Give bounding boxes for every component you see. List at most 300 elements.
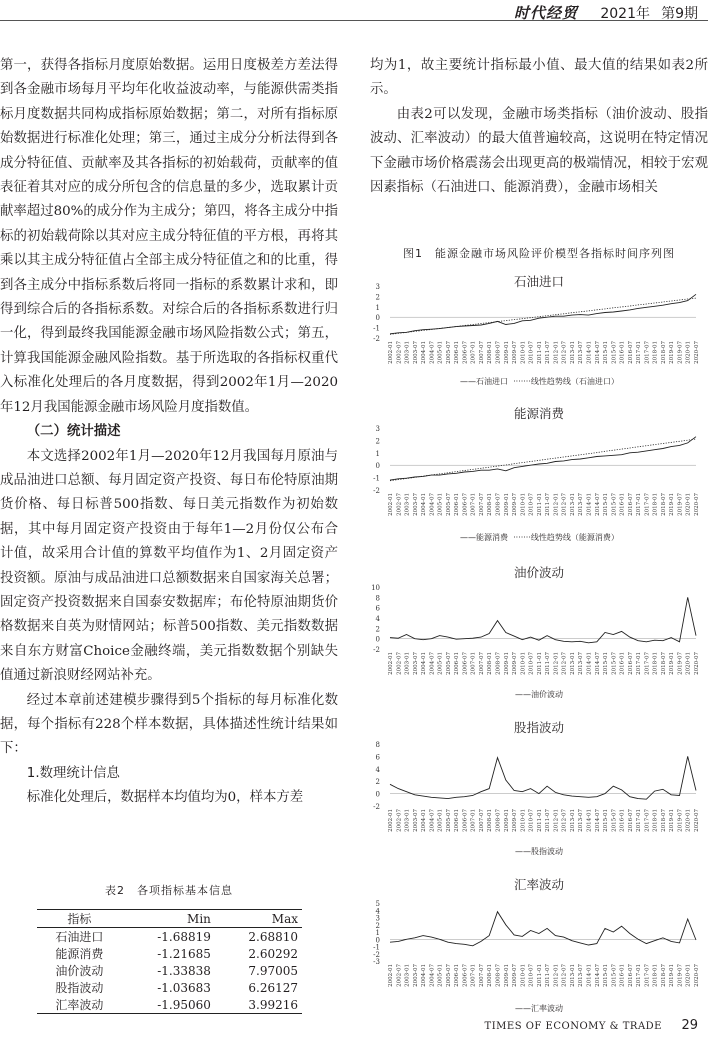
x-tick-label: 2009-01 [503, 964, 510, 987]
body-paragraph: 本文选择2002年1月—2020年12月我国每月原油与成品油进口总额、每月固定资产投资、每日布伦特原油期货价格、每日标普500指数、每日美元指数作为初始数据，其中每月固定资产投资由于每年1—2月份仅公布合计值，故采用合计值的算数平均值作为1、2月固定资产投资额。原油与成品油进口总额数据来自国家海关总署；固定资产投资数据来自国泰安数据库；布伦特原油期货价格数据来自英为财情网站；标普500指数、美元指数数据来自东方财富Choice金融终端，美元指数数据个别缺失值通过新浪财经网站补充。 [0, 448, 338, 684]
x-tick-label: 2012-01 [553, 809, 560, 832]
x-tick-label: 2002-01 [388, 493, 394, 516]
table-cell: 2.68810 [248, 929, 298, 944]
x-tick-label: 2010-07 [528, 341, 535, 364]
x-tick-label: 2005-01 [437, 964, 444, 987]
x-tick-label: 2019-01 [669, 964, 676, 987]
chart-oil-import [370, 272, 708, 390]
legend-label: 线性趋势线（能源消费） [530, 533, 619, 542]
x-tick-label: 2003-01 [404, 809, 411, 832]
stats-table [37, 909, 302, 1014]
chart-legend [460, 376, 619, 387]
x-tick-label: 2015-01 [603, 341, 610, 364]
x-tick-label: 2010-01 [520, 652, 527, 675]
legend-label: 石油进口 [476, 377, 508, 386]
chart-title: 汇率波动 [513, 877, 564, 892]
y-tick-label: -1 [373, 943, 380, 952]
x-tick-label: 2007-01 [470, 341, 477, 364]
x-tick-label: 2014-07 [594, 809, 601, 832]
x-tick-label: 2011-07 [545, 493, 552, 516]
x-tick-label: 2003-01 [404, 341, 411, 364]
legend-solid-swatch: —— [515, 1004, 531, 1013]
x-tick-label: 2006-07 [462, 341, 469, 364]
x-tick-label: 2016-01 [619, 809, 626, 832]
x-tick-label: 2014-07 [594, 652, 601, 675]
body-paragraph: 由表2可以发现，金融市场类指标（油价波动、股指波动、汇率波动）的最大值普遍较高，这说明在特定情况下金融市场价格震荡会出现更高的极端情况，相较于宏观因素指标（石油进口、能源消费），金融市场相关 [370, 106, 708, 196]
x-tick-label: 2007-07 [478, 964, 485, 987]
x-tick-label: 2004-01 [421, 964, 428, 987]
x-tick-label: 2005-07 [445, 809, 452, 832]
table-cell: 7.97005 [248, 963, 298, 978]
x-tick-label: 2013-01 [569, 341, 576, 364]
y-tick-label: 6 [375, 753, 380, 762]
x-tick-label: 2004-07 [429, 341, 436, 364]
y-tick-label: 8 [375, 594, 380, 603]
chart-svg [370, 272, 708, 390]
legend-solid-swatch: —— [515, 847, 531, 856]
y-tick-label: 4 [375, 907, 380, 916]
footer-brand: TIMES OF ECONOMY & TRADE [484, 1021, 662, 1032]
x-tick-label: 2015-07 [611, 964, 618, 987]
x-tick-label: 2020-07 [694, 341, 700, 364]
x-tick-label: 2009-07 [512, 493, 519, 516]
x-tick-label: 2002-07 [396, 493, 403, 516]
y-tick-label: -3 [373, 958, 380, 966]
x-tick-label: 2007-07 [478, 652, 485, 675]
x-tick-label: 2006-07 [462, 809, 469, 832]
y-tick-label: 0 [375, 314, 380, 323]
table-row [37, 979, 302, 996]
x-tick-label: 2013-01 [569, 964, 576, 987]
x-tick-label: 2020-01 [685, 652, 692, 675]
x-tick-label: 2006-01 [454, 493, 461, 516]
x-tick-label: 2014-01 [586, 341, 593, 364]
x-tick-label: 2004-01 [421, 493, 428, 516]
chart-legend [515, 1003, 563, 1014]
x-tick-label: 2012-01 [553, 493, 560, 516]
x-tick-label: 2006-01 [454, 809, 461, 832]
table-cell: 汇率波动 [37, 996, 122, 1014]
y-tick-label: 0 [375, 462, 380, 471]
x-tick-label: 2020-01 [685, 964, 692, 987]
x-tick-label: 2017-01 [636, 493, 643, 516]
x-tick-label: 2020-07 [694, 493, 700, 516]
x-tick-label: 2009-07 [512, 809, 519, 832]
x-tick-label: 2002-01 [388, 652, 394, 675]
x-tick-label: 2008-01 [487, 341, 494, 364]
x-tick-label: 2007-01 [470, 652, 477, 675]
x-tick-label: 2005-07 [445, 341, 452, 364]
x-tick-label: 2020-07 [694, 964, 700, 987]
x-tick-label: 2015-07 [611, 493, 618, 516]
x-tick-label: 2014-01 [586, 809, 593, 832]
x-tick-label: 2015-07 [611, 341, 618, 364]
x-tick-label: 2017-01 [636, 964, 643, 987]
x-tick-label: 2006-07 [462, 493, 469, 516]
legend-solid-swatch: —— [515, 690, 531, 699]
x-tick-label: 2008-07 [495, 964, 502, 987]
y-tick-label: 1 [375, 303, 380, 312]
x-tick-label: 2005-01 [437, 493, 444, 516]
x-tick-label: 2017-07 [644, 809, 651, 832]
legend-label: 汇率波动 [531, 1004, 563, 1013]
legend-label: 油价波动 [531, 690, 563, 699]
table-row [37, 996, 302, 1014]
x-tick-label: 2013-01 [569, 809, 576, 832]
table-row [37, 962, 302, 979]
x-tick-label: 2004-07 [429, 964, 436, 987]
x-tick-label: 2012-01 [553, 341, 560, 364]
x-tick-label: 2011-01 [536, 652, 543, 675]
table-cell: -1.33838 [157, 963, 211, 978]
x-tick-label: 2003-01 [404, 493, 411, 516]
chart-title: 股指波动 [513, 720, 564, 735]
x-tick-label: 2013-01 [569, 652, 576, 675]
x-tick-label: 2010-01 [520, 809, 527, 832]
x-tick-label: 2003-01 [404, 964, 411, 987]
table-row [37, 945, 302, 962]
right-column [370, 54, 708, 200]
x-tick-label: 2019-01 [669, 493, 676, 516]
x-tick-label: 2013-07 [578, 341, 585, 364]
x-tick-label: 2002-01 [388, 809, 394, 832]
body-paragraph: 经过本章前述建模步骤得到5个指标的每月标准化数据，每个指标有228个样本数据，具体描述性统计结果如下： [0, 692, 338, 757]
x-tick-label: 2005-01 [437, 809, 444, 832]
x-tick-label: 2009-01 [503, 809, 510, 832]
chart-svg [370, 404, 708, 540]
x-tick-label: 2006-01 [454, 652, 461, 675]
x-tick-label: 2008-07 [495, 652, 502, 675]
table-header: Min [122, 910, 215, 928]
x-tick-label: 2018-01 [652, 652, 659, 675]
y-tick-label: 0 [375, 635, 380, 644]
series-line [390, 912, 696, 946]
y-tick-label: 3 [375, 425, 380, 433]
x-tick-label: 2010-01 [520, 493, 527, 516]
x-tick-label: 2012-01 [553, 964, 560, 987]
legend-label: 股指波动 [531, 847, 563, 856]
y-tick-label: 2 [375, 778, 380, 787]
x-tick-label: 2007-07 [478, 493, 485, 516]
x-tick-label: 2016-01 [619, 964, 626, 987]
chart-title: 石油进口 [513, 274, 564, 289]
x-tick-label: 2006-07 [462, 964, 469, 987]
x-tick-label: 2015-01 [603, 964, 610, 987]
y-tick-label: -1 [373, 324, 380, 333]
x-tick-label: 2017-07 [644, 652, 651, 675]
x-tick-label: 2006-07 [462, 652, 469, 675]
legend-solid-swatch: —— [460, 377, 476, 386]
table-cell: -1.68819 [157, 929, 211, 944]
x-tick-label: 2013-07 [578, 964, 585, 987]
x-tick-label: 2012-07 [561, 652, 568, 675]
x-tick-label: 2007-01 [470, 493, 477, 516]
x-tick-label: 2013-07 [578, 493, 585, 516]
x-tick-label: 2010-07 [528, 493, 535, 516]
x-tick-label: 2013-01 [569, 493, 576, 516]
series-line [390, 756, 696, 799]
chart-svg [370, 718, 708, 858]
x-tick-label: 2019-01 [669, 652, 676, 675]
x-tick-label: 2003-07 [412, 341, 419, 364]
x-tick-label: 2015-01 [603, 809, 610, 832]
table-cell: 6.26127 [248, 980, 298, 995]
x-tick-label: 2020-01 [685, 493, 692, 516]
x-tick-label: 2004-01 [421, 341, 428, 364]
x-tick-label: 2008-07 [495, 809, 502, 832]
chart-svg [370, 563, 708, 701]
chart-energy-consumption [370, 404, 708, 540]
x-tick-label: 2013-07 [578, 652, 585, 675]
x-tick-label: 2014-07 [594, 341, 601, 364]
legend-dotted-swatch: ······· [513, 377, 531, 386]
x-tick-label: 2002-07 [396, 964, 403, 987]
x-tick-label: 2017-01 [636, 341, 643, 364]
x-tick-label: 2014-01 [586, 652, 593, 675]
y-tick-label: 1 [375, 929, 380, 937]
x-tick-label: 2002-01 [388, 964, 394, 987]
y-tick-label: 1 [375, 449, 380, 458]
series-line [390, 597, 696, 643]
x-tick-label: 2011-01 [536, 809, 543, 832]
x-tick-label: 2010-07 [528, 809, 535, 832]
y-tick-label: 5 [375, 900, 380, 908]
y-tick-label: -1 [373, 474, 380, 483]
x-tick-label: 2010-01 [520, 964, 527, 987]
x-tick-label: 2015-01 [603, 493, 610, 516]
x-tick-label: 2011-01 [536, 493, 543, 516]
series-line [390, 294, 696, 334]
table-cell: 油价波动 [55, 964, 104, 978]
x-tick-label: 2016-07 [627, 652, 634, 675]
chart-title: 油价波动 [513, 565, 564, 580]
x-tick-label: 2018-07 [660, 341, 667, 364]
y-tick-label: 0 [375, 936, 380, 945]
x-tick-label: 2007-01 [470, 809, 477, 832]
y-tick-label: 3 [375, 283, 380, 291]
x-tick-label: 2020-01 [685, 341, 692, 364]
x-tick-label: 2011-07 [545, 341, 552, 364]
x-tick-label: 2007-01 [470, 964, 477, 987]
chart-title: 能源消费 [513, 406, 564, 421]
x-tick-label: 2017-01 [636, 809, 643, 832]
x-tick-label: 2015-07 [611, 652, 618, 675]
x-tick-label: 2017-01 [636, 652, 643, 675]
x-tick-label: 2005-07 [445, 493, 452, 516]
x-tick-label: 2016-07 [627, 809, 634, 832]
x-tick-label: 2012-07 [561, 964, 568, 987]
x-tick-label: 2014-07 [594, 493, 601, 516]
x-tick-label: 2005-07 [445, 652, 452, 675]
x-tick-label: 2004-07 [429, 493, 436, 516]
x-tick-label: 2009-01 [503, 493, 510, 516]
x-tick-label: 2012-07 [561, 809, 568, 832]
x-tick-label: 2007-07 [478, 809, 485, 832]
y-tick-label: 3 [375, 914, 380, 923]
y-tick-label: 10 [371, 584, 380, 592]
chart-legend [515, 846, 563, 857]
y-tick-label: 2 [375, 293, 380, 302]
chart-stock-volatility [370, 718, 708, 858]
x-tick-label: 2019-07 [677, 652, 684, 675]
x-tick-label: 2016-01 [619, 652, 626, 675]
chart-legend [460, 532, 619, 543]
y-tick-label: 6 [375, 604, 380, 613]
chart-fx-volatility [370, 875, 708, 1015]
table-cell: 3.99216 [215, 996, 302, 1014]
page-number: 29 [681, 1018, 698, 1033]
x-tick-label: 2010-07 [528, 964, 535, 987]
x-tick-label: 2018-07 [660, 493, 667, 516]
x-tick-label: 2019-07 [677, 341, 684, 364]
page-header [0, 0, 708, 22]
x-tick-label: 2004-07 [429, 652, 436, 675]
x-tick-label: 2018-07 [660, 964, 667, 987]
x-tick-label: 2009-01 [503, 652, 510, 675]
trend-line [390, 439, 696, 481]
x-tick-label: 2011-01 [536, 341, 543, 364]
x-tick-label: 2009-07 [512, 652, 519, 675]
x-tick-label: 2015-01 [603, 652, 610, 675]
x-tick-label: 2002-07 [396, 652, 403, 675]
figure-caption: 图1 能源金融市场风险评价模型各指标时间序列图 [403, 247, 675, 260]
table-cell: 2.60292 [248, 946, 298, 961]
x-tick-label: 2004-01 [421, 809, 428, 832]
x-tick-label: 2012-01 [553, 652, 560, 675]
x-tick-label: 2014-01 [586, 964, 593, 987]
legend-label: 线性趋势线（石油进口） [530, 377, 619, 386]
legend-dotted-swatch: ······· [513, 533, 531, 542]
x-tick-label: 2019-01 [669, 809, 676, 832]
x-tick-label: 2008-01 [487, 493, 494, 516]
x-tick-label: 2003-07 [412, 964, 419, 987]
legend-label: 能源消费 [476, 533, 508, 542]
y-tick-label: 8 [375, 741, 380, 749]
x-tick-label: 2017-07 [644, 341, 651, 364]
x-tick-label: 2008-07 [495, 493, 502, 516]
x-tick-label: 2004-01 [421, 652, 428, 675]
table-header: Max [215, 910, 302, 928]
body-paragraph: 均为1，故主要统计指标最小值、最大值的结果如表2所示。 [370, 58, 708, 98]
section-heading: （二）统计描述 [26, 424, 121, 440]
x-tick-label: 2020-07 [694, 652, 700, 675]
table-header: 指标 [37, 910, 122, 928]
x-tick-label: 2019-01 [669, 341, 676, 364]
y-tick-label: 4 [375, 765, 380, 774]
x-tick-label: 2011-07 [545, 809, 552, 832]
x-tick-label: 2008-01 [487, 652, 494, 675]
x-tick-label: 2016-01 [619, 493, 626, 516]
body-paragraph: 第一，获得各指标月度原始数据。运用日度极差方差法得到各金融市场每月平均年化收益波动率，与能源供需类指标月度数据共同构成指标原始数据；第二，对所有指标原始数据进行标准化处理；第三，通过主成分分析法得到各成分特征值、贡献率及其各指标的初始载荷，贡献率的值表征着其对应的成分所包含的信息量的多少，选取累计贡献率超过80%的成分作为主成分；第四，将各主成分中指标的初始载荷除以其对应主成分特征值的平方根，再将其乘以其主成分特征值占全部主成分特征值之和的比重，得到各主成分中指标系数后将同一指标的系数累计求和，即得到综合后的各指标系数。对综合后的各指标系数进行归一化，得到最终我国能源金融市场风险指数公式；第五，计算我国能源金融风险指数。基于所选取的各指标权重代入标准化处理后的各月度数据，得到2002年1月—2020年12月我国能源金融市场风险月度指数值。 [0, 58, 338, 415]
table-cell: 股指波动 [55, 981, 104, 995]
x-tick-label: 2015-07 [611, 809, 618, 832]
y-tick-label: -2 [373, 335, 380, 343]
x-tick-label: 2009-07 [512, 341, 519, 364]
journal-year: 2021年 [600, 6, 650, 22]
x-tick-label: 2016-07 [627, 341, 634, 364]
body-paragraph: 标准化处理后，数据样本均值均为0，样本方差 [26, 790, 304, 806]
left-column [0, 54, 338, 811]
x-tick-label: 2014-07 [594, 964, 601, 987]
x-tick-label: 2003-07 [412, 809, 419, 832]
x-tick-label: 2019-07 [677, 809, 684, 832]
x-tick-label: 2011-01 [536, 964, 543, 987]
x-tick-label: 2020-07 [694, 809, 700, 832]
x-tick-label: 2002-01 [388, 341, 394, 364]
x-tick-label: 2009-07 [512, 964, 519, 987]
x-tick-label: 2017-07 [644, 493, 651, 516]
x-tick-label: 2011-07 [545, 964, 552, 987]
x-tick-label: 2008-01 [487, 809, 494, 832]
x-tick-label: 2018-07 [660, 652, 667, 675]
x-tick-label: 2012-07 [561, 341, 568, 364]
x-tick-label: 2019-07 [677, 964, 684, 987]
x-tick-label: 2006-01 [454, 341, 461, 364]
y-tick-label: 2 [375, 921, 380, 930]
x-tick-label: 2018-07 [660, 809, 667, 832]
chart-svg [370, 875, 708, 1015]
header-rule [0, 20, 708, 21]
x-tick-label: 2003-07 [412, 493, 419, 516]
y-tick-label: -2 [373, 487, 380, 495]
x-tick-label: 2006-01 [454, 964, 461, 987]
x-tick-label: 2019-07 [677, 493, 684, 516]
x-tick-label: 2016-07 [627, 493, 634, 516]
y-tick-label: 2 [375, 437, 380, 446]
x-tick-label: 2007-07 [478, 341, 485, 364]
x-tick-label: 2012-07 [561, 493, 568, 516]
x-tick-label: 2010-07 [528, 652, 535, 675]
x-tick-label: 2018-01 [652, 493, 659, 516]
y-tick-label: 4 [375, 615, 380, 623]
table-cell: -1.95060 [122, 996, 215, 1014]
chart-oil-volatility [370, 563, 708, 701]
x-tick-label: 2016-07 [627, 964, 634, 987]
x-tick-label: 2020-01 [685, 809, 692, 832]
x-tick-label: 2002-07 [396, 809, 403, 832]
x-tick-label: 2018-01 [652, 964, 659, 987]
table-cell: -1.03683 [157, 980, 211, 995]
x-tick-label: 2011-07 [545, 652, 552, 675]
chart-legend [515, 689, 563, 700]
x-tick-label: 2004-07 [429, 809, 436, 832]
x-tick-label: 2008-01 [487, 964, 494, 987]
journal-title: 时代经贸 [513, 4, 578, 22]
x-tick-label: 2016-01 [619, 341, 626, 364]
subsection-heading: 1.数理统计信息 [26, 765, 120, 781]
series-line [390, 437, 696, 480]
x-tick-label: 2013-07 [578, 809, 585, 832]
y-tick-label: -2 [373, 646, 380, 654]
x-tick-label: 2018-01 [652, 341, 659, 364]
y-tick-label: -2 [373, 950, 380, 959]
table-cell: 能源消费 [55, 947, 104, 961]
x-tick-label: 2009-01 [503, 341, 510, 364]
x-tick-label: 2010-01 [520, 341, 527, 364]
x-tick-label: 2017-07 [644, 964, 651, 987]
table-row [37, 928, 302, 946]
y-tick-label: 2 [375, 625, 380, 634]
x-tick-label: 2005-07 [445, 964, 452, 987]
x-tick-label: 2005-01 [437, 341, 444, 364]
journal-issue: 第9期 [661, 6, 698, 22]
y-tick-label: -2 [373, 803, 380, 811]
x-tick-label: 2005-01 [437, 652, 444, 675]
x-tick-label: 2002-07 [396, 341, 403, 364]
table-header-row [37, 910, 302, 928]
table-cell: -1.21685 [157, 946, 211, 961]
x-tick-label: 2014-01 [586, 493, 593, 516]
